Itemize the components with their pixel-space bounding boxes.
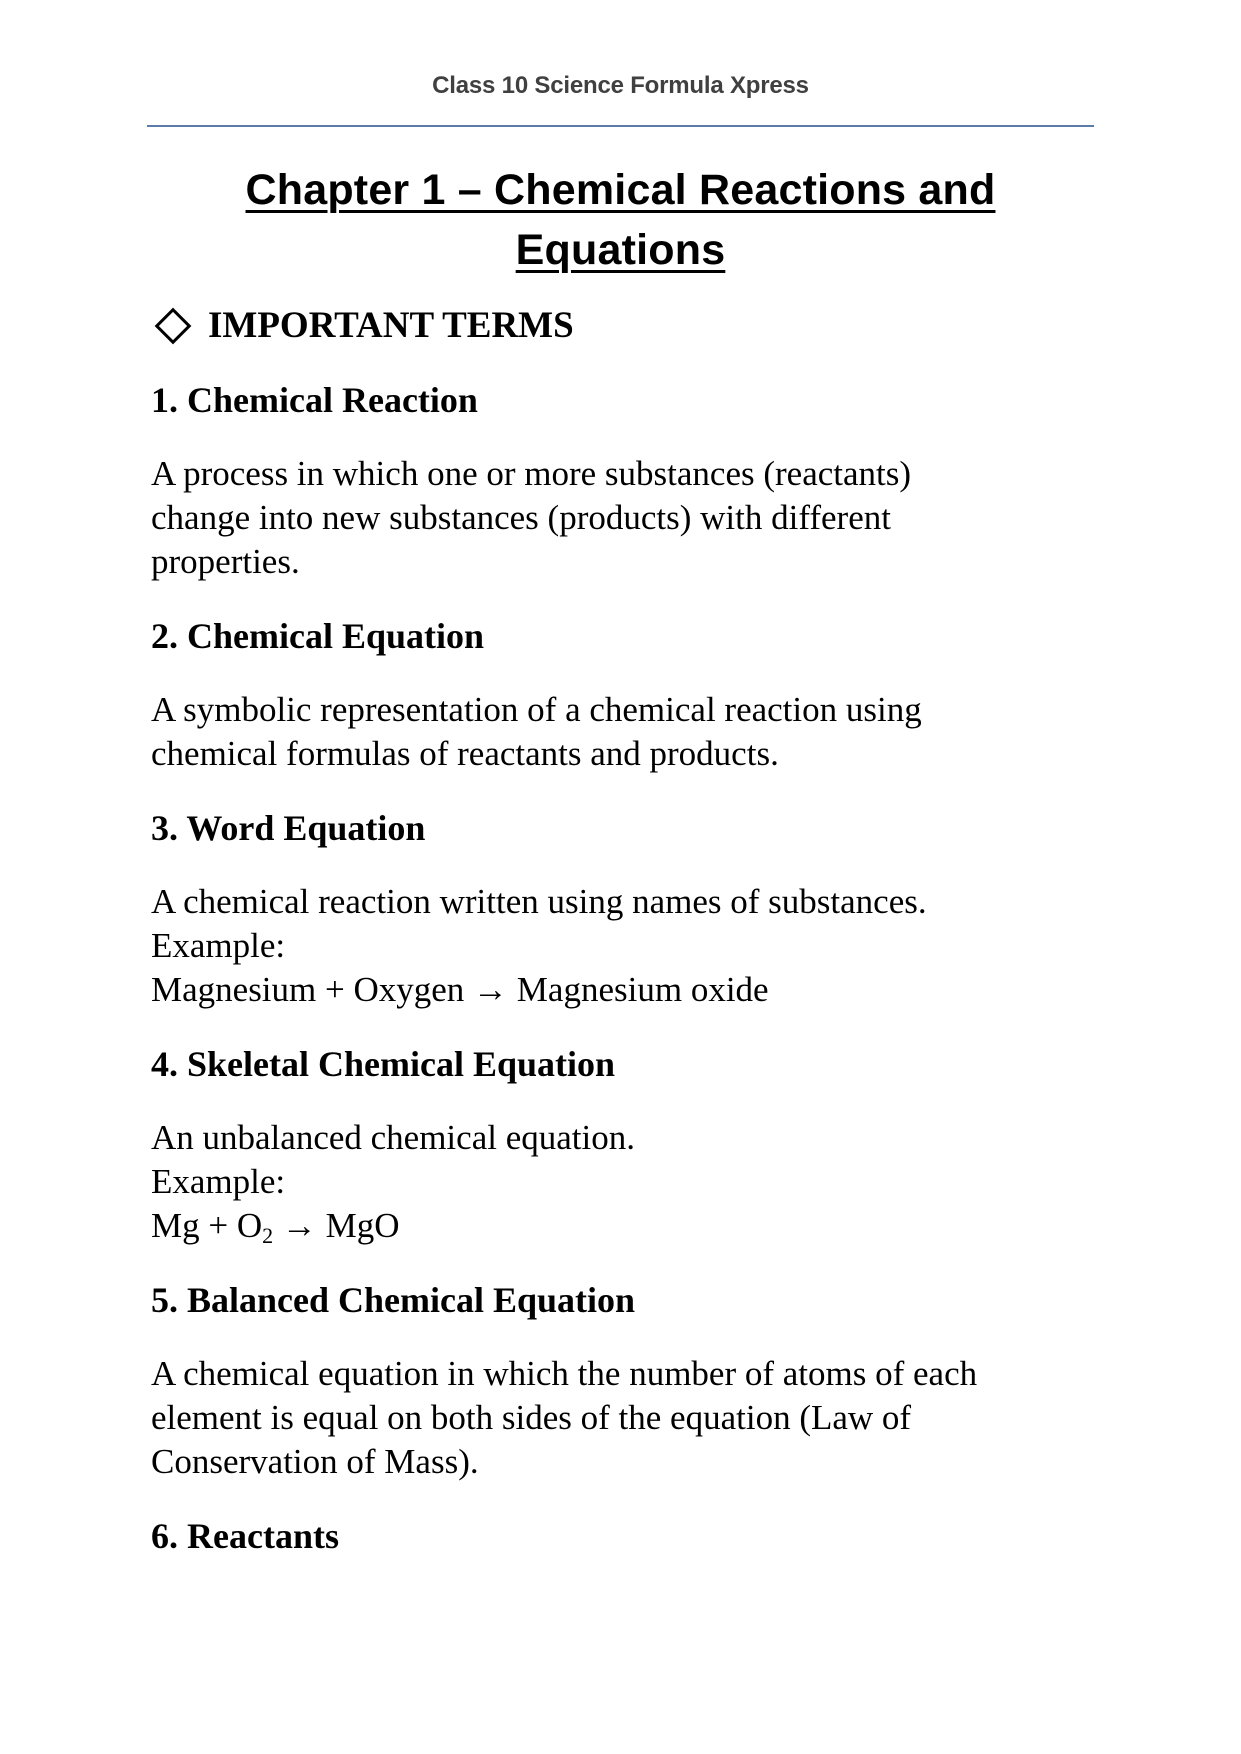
example-label: Example: (151, 1162, 286, 1201)
definition-line: A chemical reaction written using names of substances. (151, 882, 927, 921)
chapter-title (140, 160, 1101, 280)
definition-line: properties. (151, 542, 300, 581)
definition-line: chemical formulas of reactants and products. (151, 734, 779, 773)
term-heading: 2. Chemical Equation (151, 616, 485, 656)
term-definition (151, 880, 1101, 1012)
definition-line: A symbolic representation of a chemical reaction using (151, 690, 922, 729)
definition-line: element is equal on both sides of the equation (Law of (151, 1398, 912, 1437)
definition-line: An unbalanced chemical equation. (151, 1118, 635, 1157)
term-definition (151, 1116, 1101, 1248)
section-heading (154, 304, 574, 347)
definition-line: A chemical equation in which the number of atoms of each (151, 1354, 978, 1393)
definition-line: Conservation of Mass). (151, 1442, 479, 1481)
term-heading: 6. Reactants (151, 1516, 339, 1556)
term-heading: 5. Balanced Chemical Equation (151, 1280, 636, 1320)
term-heading: 3. Word Equation (151, 808, 426, 848)
chapter-title-line-2: Equations (515, 226, 726, 274)
example-label: Example: (151, 926, 286, 965)
equation-reactants: Mg + O (151, 1206, 263, 1245)
word-equation: Magnesium + Oxygen → Magnesium oxide (151, 970, 769, 1009)
diamond-icon (155, 307, 192, 344)
term-definition (151, 1352, 1101, 1484)
equation-products: → MgO (273, 1206, 400, 1245)
header-divider (147, 125, 1094, 127)
skeletal-equation (151, 1204, 1101, 1248)
term-definition (151, 452, 1101, 584)
definition-line: change into new substances (products) with different (151, 498, 891, 537)
chapter-title-line-1: Chapter 1 – Chemical Reactions and (245, 166, 996, 214)
equation-subscript: 2 (262, 1223, 274, 1248)
section-title: IMPORTANT TERMS (208, 305, 574, 346)
definition-line: A process in which one or more substances (reactants) (151, 454, 912, 493)
term-heading: 4. Skeletal Chemical Equation (151, 1044, 616, 1084)
page-header-title: Class 10 Science Formula Xpress (432, 72, 809, 99)
terms-list (151, 378, 1101, 1588)
term-definition (151, 688, 1101, 776)
term-heading: 1. Chemical Reaction (151, 380, 478, 420)
